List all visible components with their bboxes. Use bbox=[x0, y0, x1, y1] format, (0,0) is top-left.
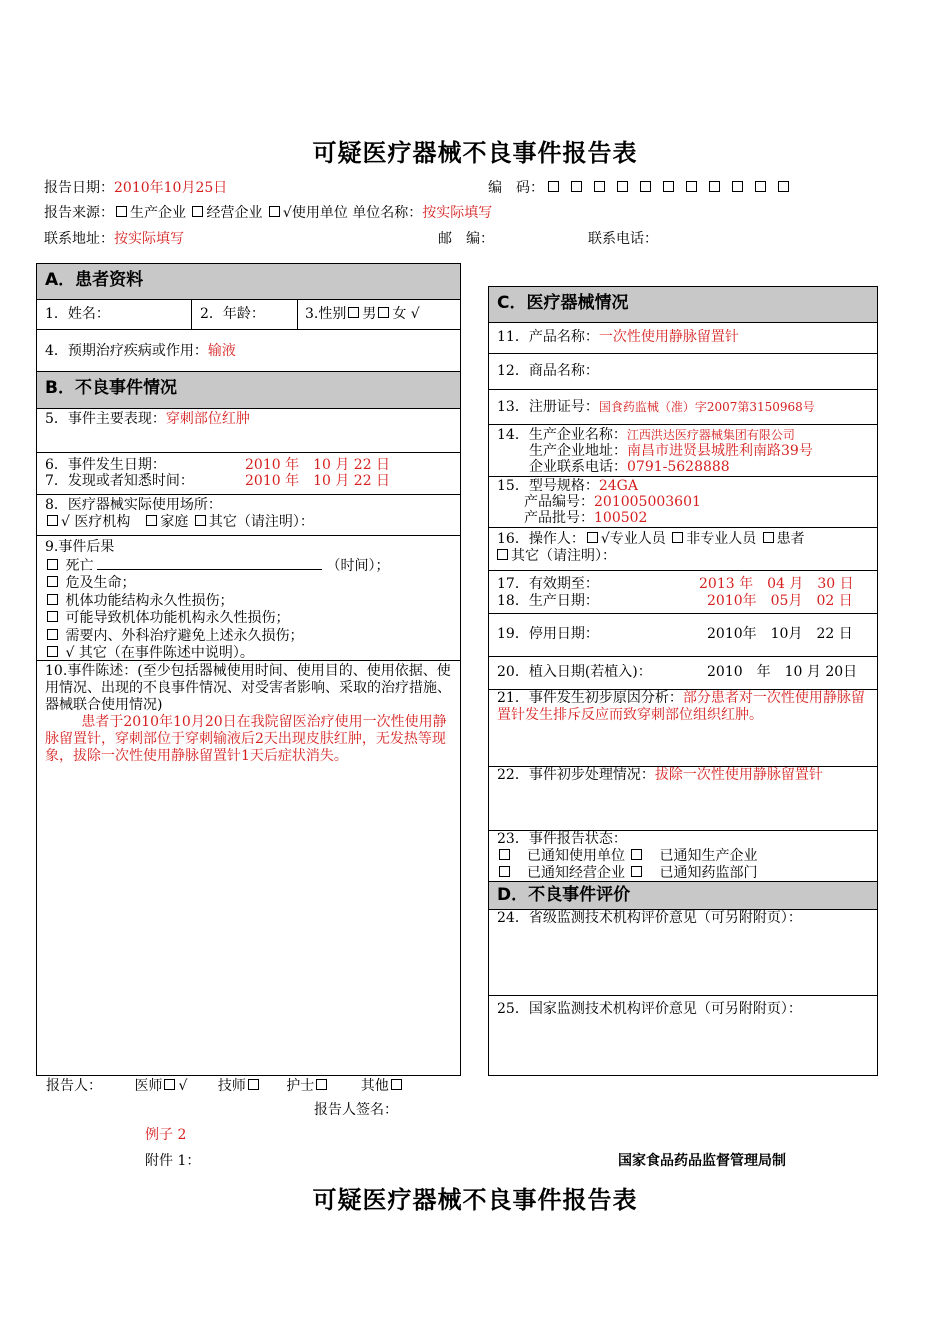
right-form-box bbox=[488, 286, 878, 1076]
page-title: 可疑医疗器械不良事件报告表 bbox=[312, 138, 638, 167]
model-spec: 15．型号规格：24GA 产品编号：201005003601 产品批号：100502 bbox=[489, 477, 877, 528]
gender-field[interactable]: 3.性别 男 女 √ bbox=[305, 306, 420, 322]
usage-place: 8．医疗器械实际使用场所： √ 医疗机构 家庭 其它（请注明）： bbox=[37, 495, 460, 536]
section-a-header: A．患者资料 bbox=[37, 264, 460, 300]
registration-no: 13．注册证号：国食药监械（准）字2007第3150968号 bbox=[489, 390, 877, 425]
reporter-row: 报告人： 医师 √ 技师 护士 其他 bbox=[46, 1075, 405, 1095]
trade-name: 12．商品名称： bbox=[489, 354, 877, 390]
section-c-header: C．医疗器械情况 bbox=[489, 287, 877, 323]
contact-phone: 联系电话： bbox=[588, 231, 658, 247]
expiry-production: 17．有效期至： 2013 年 04 月 30 日 18．生产日期： 2010年 05月 02 日 bbox=[489, 571, 877, 614]
agency-label: 国家食品药品监督管理局制 bbox=[618, 1153, 786, 1169]
national-evaluation: 25．国家监测技术机构评价意见（可另附附页）： bbox=[497, 1001, 802, 1017]
operator: 16．操作人： √专业人员 非专业人员 患者 其它（请注明）： bbox=[489, 528, 877, 571]
implant-date: 20．植入日期(若植入)： 2010 年 10 月 20日 bbox=[489, 657, 877, 690]
page-title-repeat: 可疑医疗器械不良事件报告表 bbox=[312, 1185, 638, 1214]
report-date: 报告日期：2010年10月25日 bbox=[44, 180, 228, 196]
manufacturer: 14．生产企业名称：江西洪达医疗器械集团有限公司 生产企业地址：南昌市进贤县城胜利南路39号 企业联系电话：0791-5628888 bbox=[489, 425, 877, 477]
provincial-evaluation: 24．省级监测技术机构评价意见（可另附附页）： bbox=[489, 910, 877, 996]
product-name: 11．产品名称：一次性使用静脉留置针 bbox=[489, 323, 877, 354]
event-dates: 6．事件发生日期： 2010 年 10 月 22 日 7．发现或者知悉时间： 2010 年 10 月 22 日 bbox=[37, 453, 460, 495]
disease-field: 4．预期治疗疾病或作用：输液 bbox=[37, 330, 460, 372]
section-d-header: D．不良事件评价 bbox=[489, 882, 877, 910]
postal-code: 邮 编： bbox=[438, 231, 494, 247]
age-field[interactable]: 2．年龄： bbox=[200, 306, 265, 322]
contact-address: 联系地址：按实际填写 bbox=[44, 231, 184, 247]
event-manifestation: 5．事件主要表现：穿刺部位红肿 bbox=[37, 409, 460, 453]
initial-handling: 22．事件初步处理情况：拔除一次性使用静脉留置针 bbox=[489, 767, 877, 831]
code-field: 编 码： bbox=[488, 177, 801, 197]
checkbox-icon[interactable] bbox=[116, 206, 127, 217]
section-b-header: B．不良事件情况 bbox=[37, 372, 460, 409]
checkbox-icon[interactable] bbox=[192, 206, 203, 217]
patient-row bbox=[37, 300, 460, 330]
left-form-box bbox=[36, 263, 461, 1076]
stop-date: 19．停用日期： 2010年 10月 22 日 bbox=[489, 614, 877, 657]
event-consequence: 9.事件后果 死亡 （时间）； 危及生命； 机体功能结构永久性损伤； 可能导致机体功能机构永久性损伤； 需要内、外科治疗避免上述永久损伤； √ 其它（在事件陈述中说明）。 bbox=[37, 536, 460, 661]
example-label: 例子 2 bbox=[145, 1127, 187, 1143]
event-description: 10.事件陈述：(至少包括器械使用时间、使用目的、使用依据、使用情况、出现的不良事件情况、对受害者影响、采取的治疗措施、器械联合使用情况) 患者于2010年10月20日在我院留医治疗使用一次性使用静脉留置针，穿刺部位于穿刺输液后2天出现皮肤红肿，无发热等现象，拔除一次性使用静脉留置针1天后症状消失。 bbox=[45, 663, 451, 764]
checkbox-icon[interactable] bbox=[269, 206, 280, 217]
name-field[interactable]: 1．姓名： bbox=[45, 306, 110, 322]
report-status: 23．事件报告状态： 已通知使用单位 已通知生产企业 已通知经营企业 已通知药监部门 bbox=[489, 831, 877, 882]
attachment-label: 附件 1： bbox=[145, 1153, 201, 1169]
cause-analysis: 21．事件发生初步原因分析：部分患者对一次性使用静脉留置针发生排斥反应而致穿刺部位组织红肿。 bbox=[489, 690, 877, 767]
report-source: 报告来源： 生产企业 经营企业 √使用单位 单位名称：按实际填写 bbox=[44, 205, 493, 221]
reporter-signature: 报告人签名： bbox=[314, 1102, 398, 1118]
